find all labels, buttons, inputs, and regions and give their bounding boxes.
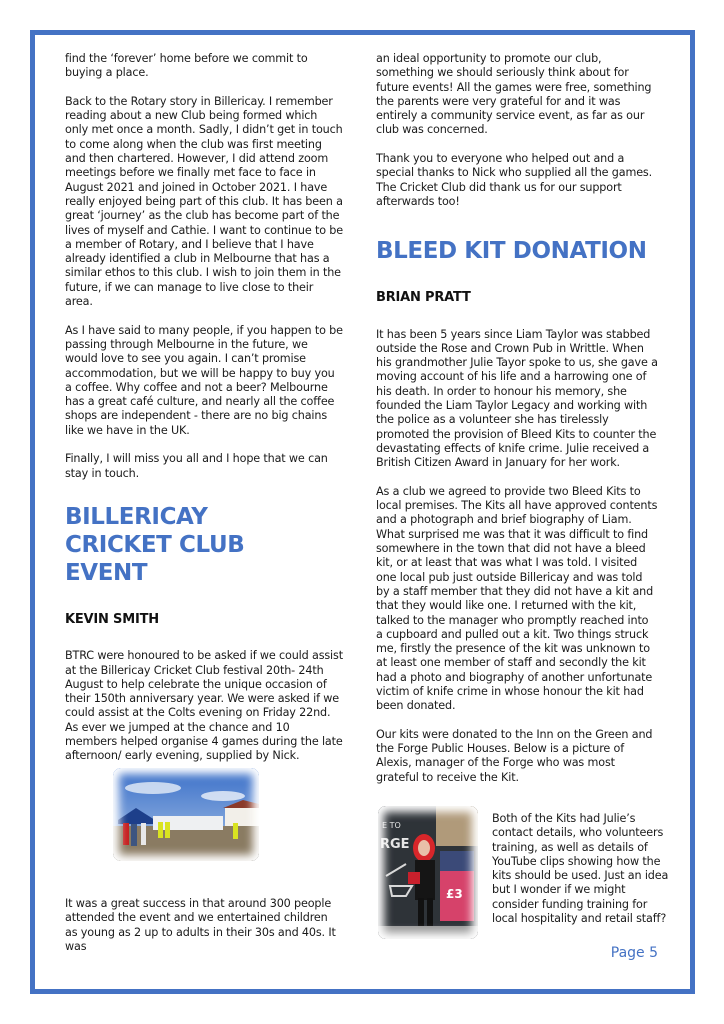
paragraph: Both of the Kits had Julie’s contact details, who volunteers training, as well as details of YouTube clips showing how the kits should be used. Just an idea but I wonder if we might consider funding training for local hospitality and retail staff? xyxy=(492,812,669,926)
paragraph: find the ‘forever’ home before we commit to buying a place. xyxy=(65,52,308,80)
paragraph: an ideal opportunity to promote our club, something we should seriously think about for future events! All the games were free, something the parents were very grateful for and it was entirely a community service event, as far as our club was concerned. xyxy=(376,52,652,137)
author-name: KEVIN SMITH xyxy=(65,611,159,627)
paragraph: As I have said to many people, if you happen to be passing through Melbourne in the future, we would love to see you again. I can’t promise accommodation, but we will be happy to buy you a coffee. Why coffee and not a beer? Melbourne has a great café culture, and nearly all the coffee shops are independent - there are no big chains like we have in the UK. xyxy=(65,323,343,437)
sign-text: E TO xyxy=(382,821,401,830)
paragraph: BTRC were honoured to be asked if we could assist at the Billericay Cricket Club festival 20th- 24th August to help celebrate the unique occasion of their 150th anniversary year. We were asked if we could assist at the Colts evening on Friday 22nd. As ever we jumped at the chance and 10 members helped organise 4 games during the late afternoon/ early evening, supplied by Nick. xyxy=(65,649,343,763)
page-number: Page 5 xyxy=(610,945,658,961)
sign-price: £3 xyxy=(446,887,463,901)
paragraph: As a club we agreed to provide two Bleed Kits to local premises. The Kits all have approved contents and a photograph and brief biography of Liam. What surprised me was that it was difficult to find somewhere in the town that did not have a bleed kit, or at least that was what I was told. I visited one local pub just outside Billericay and was told by a staff member that they did not have a kit and that they would like one. I returned with the kit, talked to the manager who promptly reached into a cupboard and pulled out a kit. Two things struck me, firstly the presence of the kit was unknown to at least one member of staff and secondly the kit had a photo and biography of another unfortunate victim of knife crime in whose honour the kit had been donated. xyxy=(376,484,658,713)
paragraph: It has been 5 years since Liam Taylor was stabbed outside the Rose and Crown Pub in Writtle. When his grandmother Julie Tayor spoke to us, she gave a moving account of his life and a harrowing one of his death. In order to honour his memory, she founded the Liam Taylor Legacy and working with the police as a volunteer she has tirelessly promoted the provision of Bleed Kits to counter the devastating effects of knife crime. Julie received a British Citizen Award in January for her work. xyxy=(376,327,658,470)
right-column xyxy=(376,52,658,799)
section-title-cricket: BILLERICAY CRICKET CLUB EVENT xyxy=(65,503,245,586)
paragraph: Thank you to everyone who helped out and a special thanks to Nick who supplied all the games. The Cricket Club did thank us for our support afterwards too! xyxy=(376,152,653,208)
section-title-bleed-kit: BLEED KIT DONATION xyxy=(376,238,647,265)
paragraph: Back to the Rotary story in Billericay. I remember reading about a new Club being formed which only met once a month. Sadly, I didn’t get in touch to come along when the club was first meeting and then chartered. However, I did attend zoom meetings before we finally met face to face in August 2021 and joined in October 2021. I have really enjoyed being part of this club. It has been a great ‘journey’ as the club has become part of the lives of myself and Cathie. I want to continue to be a member of Rotary, and I believe that I have already identified a club in Melbourne that has a similar ethos to this club. I wish to join them in the future, if we can manage to live close to their area. xyxy=(65,94,343,309)
cricket-event-photo xyxy=(113,768,259,861)
author-name: BRIAN PRATT xyxy=(376,290,471,306)
cricket-after-photo xyxy=(65,897,343,968)
paragraph: Finally, I will miss you all and I hope that we can stay in touch. xyxy=(65,452,328,480)
paragraph: It was a great success in that around 300 people attended the event and we entertained children as young as 2 up to adults in their 30s and 40s. It was xyxy=(65,897,336,953)
left-column xyxy=(65,52,343,778)
forge-manager-photo xyxy=(378,806,478,939)
sign-text: RGE xyxy=(380,837,410,852)
paragraph: Our kits were donated to the Inn on the Green and the Forge Public Houses. Below is a picture of Alexis, manager of the Forge who was most grateful to receive the Kit. xyxy=(376,727,653,784)
forge-side-text xyxy=(492,812,672,926)
